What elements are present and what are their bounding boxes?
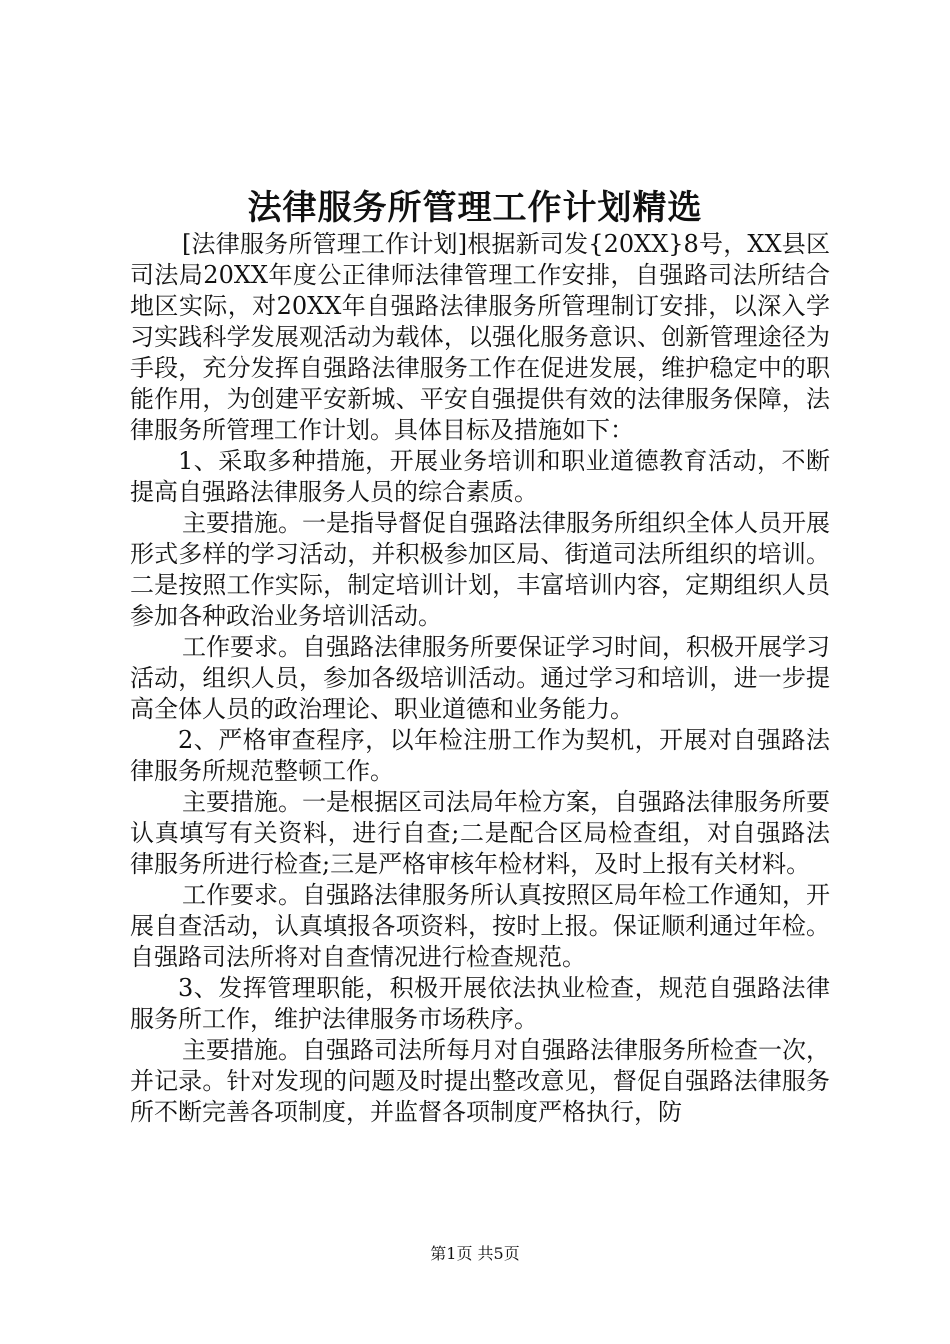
paragraph-item-3: 3、发挥管理职能，积极开展依法执业检查，规范自强路法律服务所工作，维护法律服务市场秩序。 (130, 974, 830, 1033)
paragraph-measures-1: 主要措施。一是指导督促自强路法律服务所组织全体人员开展形式多样的学习活动，并积极参加区局、街道司法所组织的培训。二是按照工作实际，制定培训计划，丰富培训内容，定期组织人员参加各种政治业务培训活动。 (130, 509, 830, 630)
paragraph-requirements-2: 工作要求。自强路法律服务所认真按照区局年检工作通知，开展自查活动，认真填报各项资料，按时上报。保证顺利通过年检。自强路司法所将对自查情况进行检查规范。 (130, 881, 830, 971)
paragraph-measures-2: 主要措施。一是根据区司法局年检方案，自强路法律服务所要认真填写有关资料，进行自查;二是配合区局检查组，对自强路法律服务所进行检查;三是严格审核年检材料，及时上报有关材料。 (130, 788, 830, 878)
document-title: 法律服务所管理工作计划精选 (247, 188, 703, 228)
paragraph-measures-3: 主要措施。自强路司法所每月对自强路法律服务所检查一次，并记录。针对发现的问题及时提出整改意见，督促自强路法律服务所不断完善各项制度，并监督各项制度严格执行，防 (130, 1036, 830, 1126)
page-footer: 第1页 共5页 (430, 1244, 520, 1263)
paragraph-item-1: 1、采取多种措施，开展业务培训和职业道德教育活动，不断提高自强路法律服务人员的综合素质。 (130, 447, 830, 506)
paragraph-intro: [法律服务所管理工作计划]根据新司发{20XX}8号，XX县区司法局20XX年度公正律师法律管理工作安排，自强路司法所结合地区实际，对20XX年自强路法律服务所管理制订安排，以深入学习实践科学发展观活动为载体，以强化服务意识、创新管理途径为手段，充分发挥自强路法律服务工作在促进发展，维护稳定中的职能作用，为创建平安新城、平安自强提供有效的法律服务保障，法律服务所管理工作计划。具体目标及措施如下： (130, 230, 830, 444)
document-body (130, 229, 830, 1128)
paragraph-item-2: 2、严格审查程序，以年检注册工作为契机，开展对自强路法律服务所规范整顿工作。 (130, 726, 830, 785)
paragraph-requirements-1: 工作要求。自强路法律服务所要保证学习时间，积极开展学习活动，组织人员，参加各级培训活动。通过学习和培训，进一步提高全体人员的政治理论、职业道德和业务能力。 (130, 633, 830, 723)
